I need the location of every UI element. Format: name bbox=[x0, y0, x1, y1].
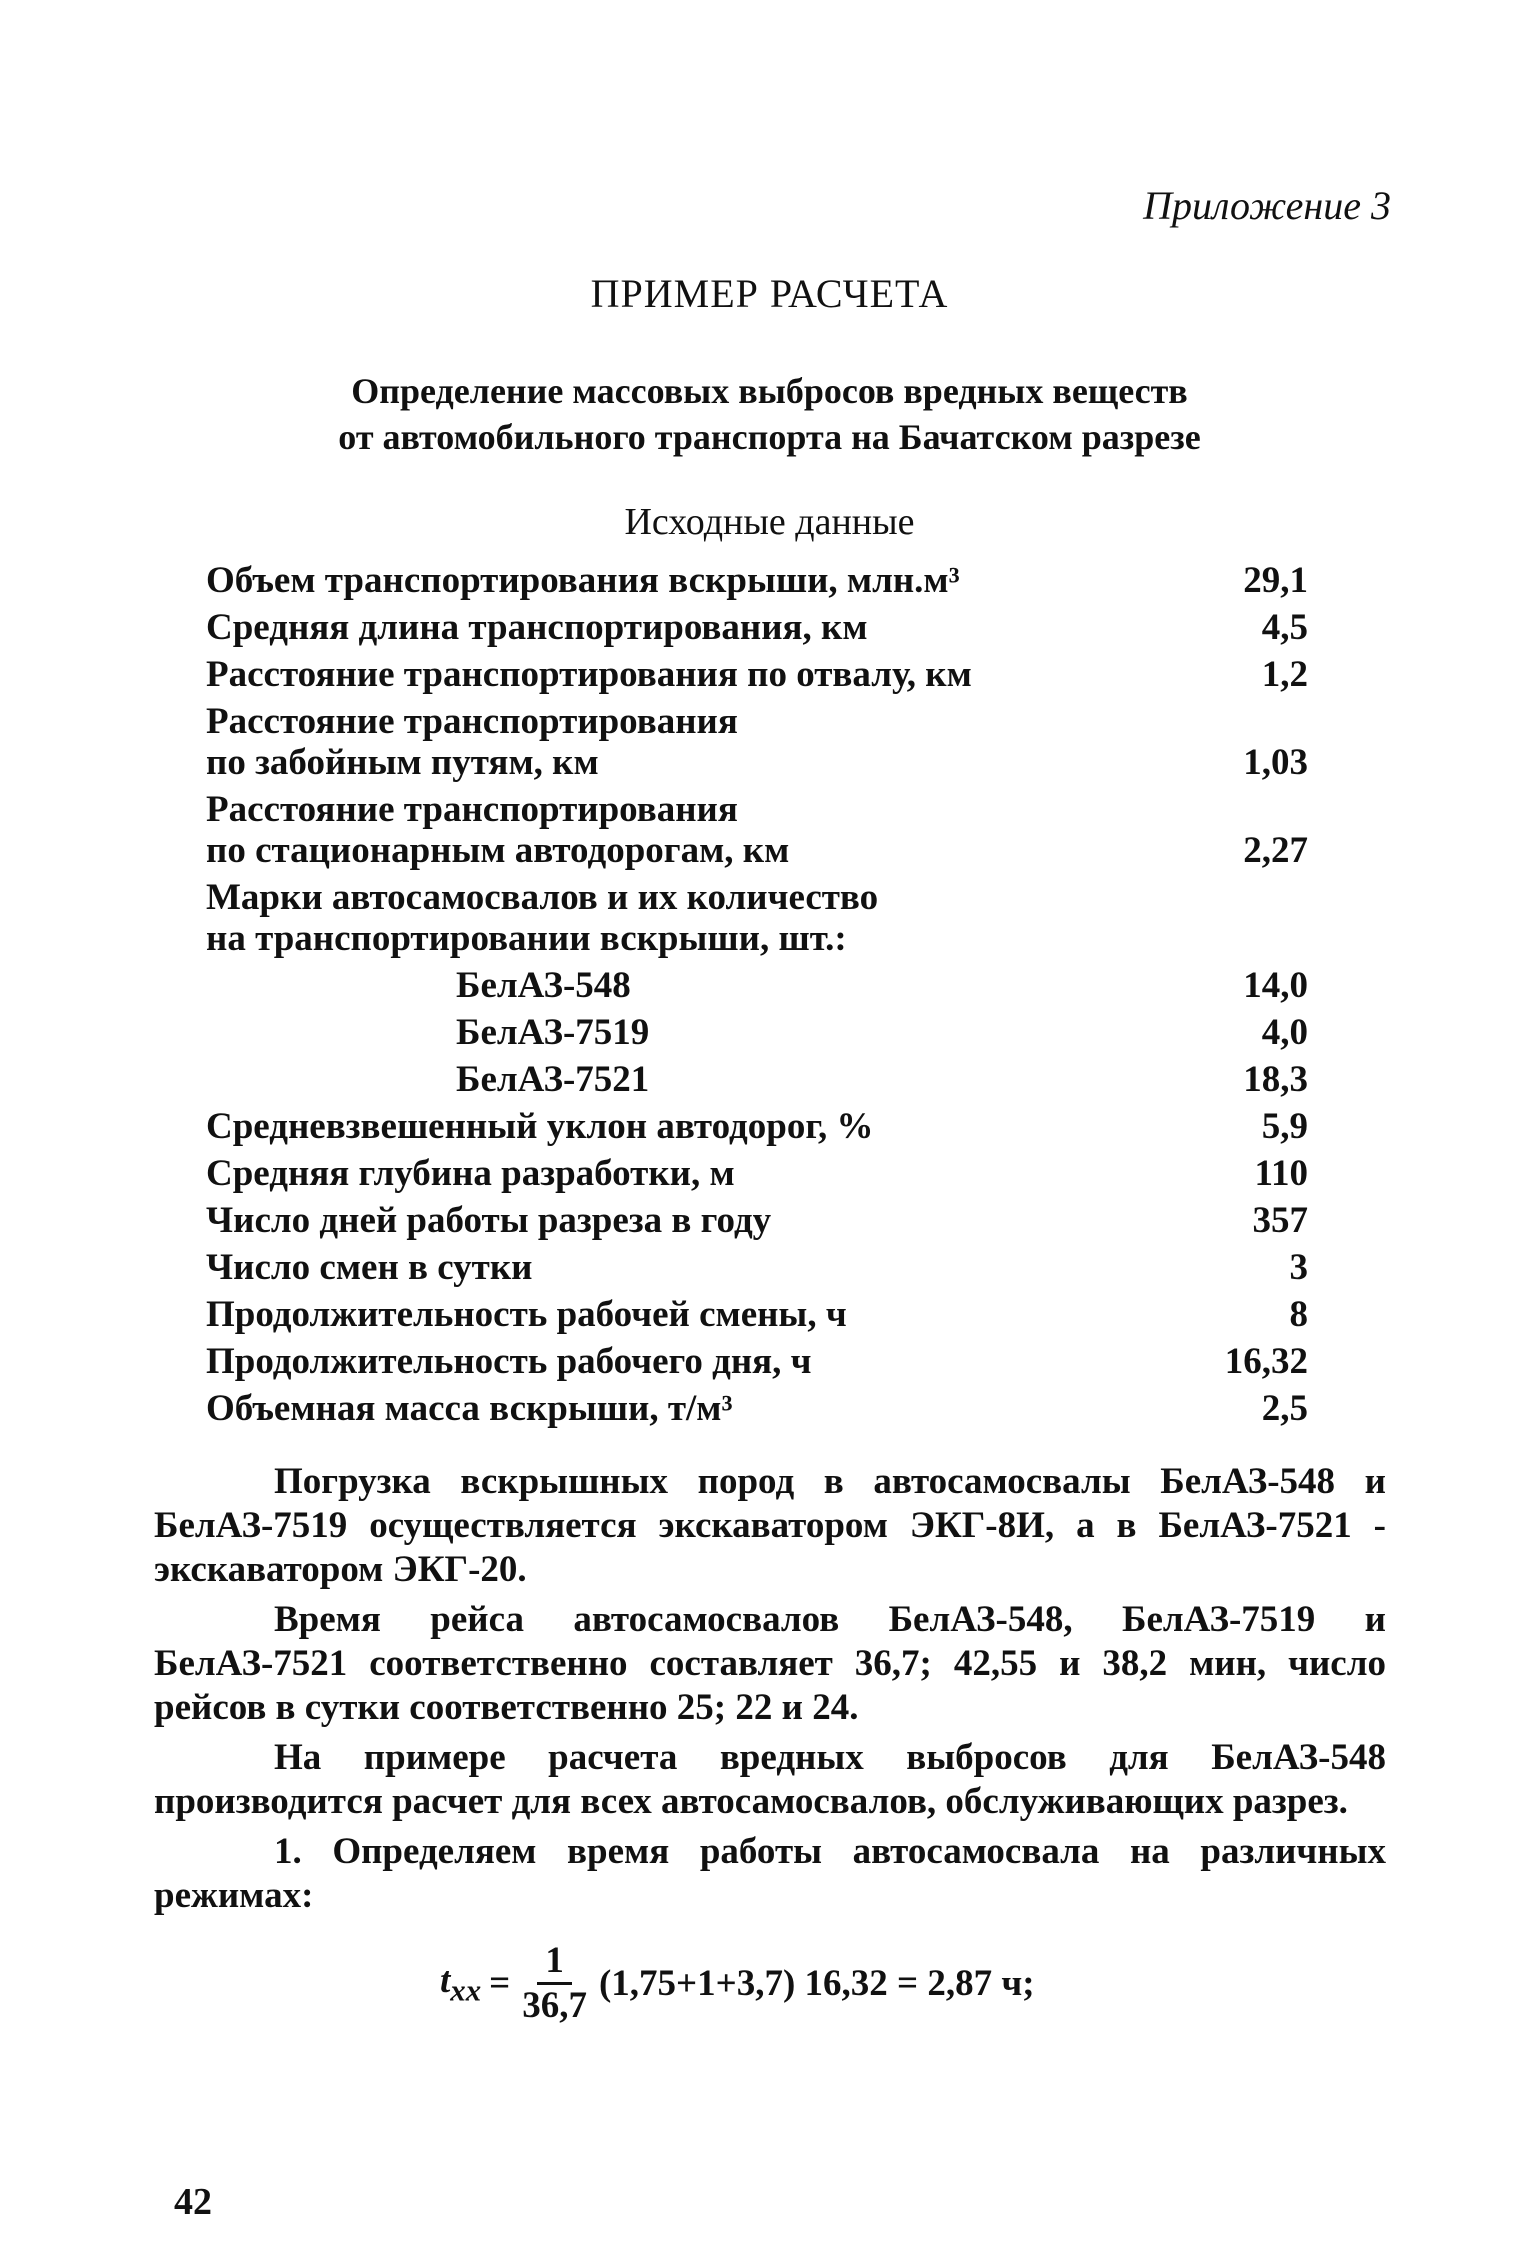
body-text bbox=[154, 1460, 1386, 1924]
page-number: 42 bbox=[174, 2181, 212, 2223]
row-label: Объем транспортирования вскрыши, млн.м³ bbox=[206, 560, 960, 601]
row-value: 29,1 bbox=[1243, 560, 1308, 601]
row-label bbox=[206, 877, 1138, 959]
row-label: Средняя глубина разработки, м bbox=[206, 1153, 735, 1194]
formula-equals: = bbox=[489, 1963, 511, 2004]
row-value: 2,5 bbox=[1261, 1388, 1308, 1429]
row-label: Расстояние транспортирования по отвалу, км bbox=[206, 654, 972, 695]
page-title: ПРИМЕР РАСЧЕТА bbox=[590, 271, 949, 316]
row-label-line-1: Расстояние транспортирования bbox=[206, 789, 738, 830]
row-label-line-1: Марки автосамосвалов и их количество bbox=[206, 877, 879, 918]
table-row bbox=[206, 1388, 1336, 1429]
subtitle-line-1: Определение массовых выбросов вредных веществ bbox=[351, 371, 1188, 411]
table-row bbox=[206, 560, 1336, 601]
formula bbox=[440, 1940, 1035, 2027]
row-label-line-2: на транспортировании вскрыши, шт.: bbox=[206, 918, 847, 959]
formula-lhs-subscript: xx bbox=[450, 1973, 482, 2008]
paragraph: Погрузка вскрышных пород в автосамосвалы БелАЗ-548 и БелАЗ-7519 осуществляется экскаватором ЭКГ-8И, а в БелАЗ-7521 - экскаватором ЭКГ-20. bbox=[154, 1461, 1386, 1590]
row-value: 1,2 bbox=[1261, 654, 1308, 695]
table-row bbox=[206, 607, 1336, 648]
paragraph: Время рейса автосамосвалов БелАЗ-548, БелАЗ-7519 и БелАЗ-7521 соответственно составляет 36,7; 42,55 и 38,2 мин, число рейсов в сутки соответственно 25; 22 и 24. bbox=[154, 1599, 1386, 1728]
row-label: Число смен в сутки bbox=[206, 1247, 533, 1288]
table-row bbox=[206, 654, 1336, 695]
truck-model-label: БелАЗ-7521 bbox=[456, 1059, 650, 1100]
row-label: Продолжительность рабочей смены, ч bbox=[206, 1294, 847, 1335]
truck-model-label: БелАЗ-7519 bbox=[456, 1012, 650, 1053]
source-data-table bbox=[206, 560, 1336, 1435]
row-label: Средневзвешенный уклон автодорог, % bbox=[206, 1106, 874, 1147]
row-value: 110 bbox=[1254, 1153, 1308, 1194]
row-value: 357 bbox=[1252, 1200, 1308, 1241]
paragraph: 1. Определяем время работы автосамосвала на различных режимах: bbox=[154, 1831, 1386, 1916]
formula-rhs: (1,75+1+3,7) 16,32 = 2,87 ч; bbox=[598, 1963, 1035, 2004]
row-value: 18,3 bbox=[1243, 1059, 1308, 1100]
row-value: 16,32 bbox=[1224, 1341, 1308, 1382]
row-label: Средняя длина транспортирования, км bbox=[206, 607, 868, 648]
row-label: Продолжительность рабочего дня, ч bbox=[206, 1341, 812, 1382]
formula-numerator: 1 bbox=[537, 1940, 572, 1985]
row-value: 1,03 bbox=[1243, 742, 1308, 783]
table-row bbox=[206, 1200, 1336, 1241]
table-row bbox=[206, 1059, 1336, 1100]
row-value: 3 bbox=[1289, 1247, 1308, 1288]
row-value: 8 bbox=[1289, 1294, 1308, 1335]
table-row bbox=[206, 701, 1336, 783]
row-value: 4,5 bbox=[1261, 607, 1308, 648]
truck-model-label: БелАЗ-548 bbox=[456, 965, 631, 1006]
paragraph: На примере расчета вредных выбросов для БелАЗ-548 производится расчет для всех автосамосвалов, обслуживающих разрез. bbox=[154, 1737, 1386, 1822]
row-label-line-1: Расстояние транспортирования bbox=[206, 701, 738, 742]
row-label-line-2: по стационарным автодорогам, км bbox=[206, 830, 790, 871]
table-row bbox=[206, 1247, 1336, 1288]
table-row bbox=[206, 1294, 1336, 1335]
row-label bbox=[206, 701, 1138, 783]
table-row bbox=[206, 789, 1336, 871]
formula-lhs: $t_{xx}$ bbox=[440, 1959, 482, 2008]
subtitle bbox=[0, 368, 1539, 460]
section-title: Исходные данные bbox=[624, 501, 915, 543]
row-label bbox=[206, 789, 1138, 871]
subtitle-line-2: от автомобильного транспорта на Бачатском разрезе bbox=[338, 417, 1201, 457]
row-value: 5,9 bbox=[1261, 1106, 1308, 1147]
formula-fraction bbox=[522, 1940, 587, 2027]
table-row bbox=[206, 877, 1336, 959]
table-row bbox=[206, 965, 1336, 1006]
table-row bbox=[206, 1153, 1336, 1194]
row-label-line-2: по забойным путям, км bbox=[206, 742, 599, 783]
row-value: 14,0 bbox=[1243, 965, 1308, 1006]
table-row bbox=[206, 1106, 1336, 1147]
row-value: 4,0 bbox=[1261, 1012, 1308, 1053]
row-label: Объемная масса вскрыши, т/м³ bbox=[206, 1388, 733, 1429]
row-value: 2,27 bbox=[1243, 830, 1308, 871]
formula-denominator: 36,7 bbox=[522, 1985, 587, 2026]
table-row bbox=[206, 1012, 1336, 1053]
row-label: Число дней работы разреза в году bbox=[206, 1200, 772, 1241]
table-row bbox=[206, 1341, 1336, 1382]
appendix-label: Приложение 3 bbox=[1143, 183, 1391, 228]
